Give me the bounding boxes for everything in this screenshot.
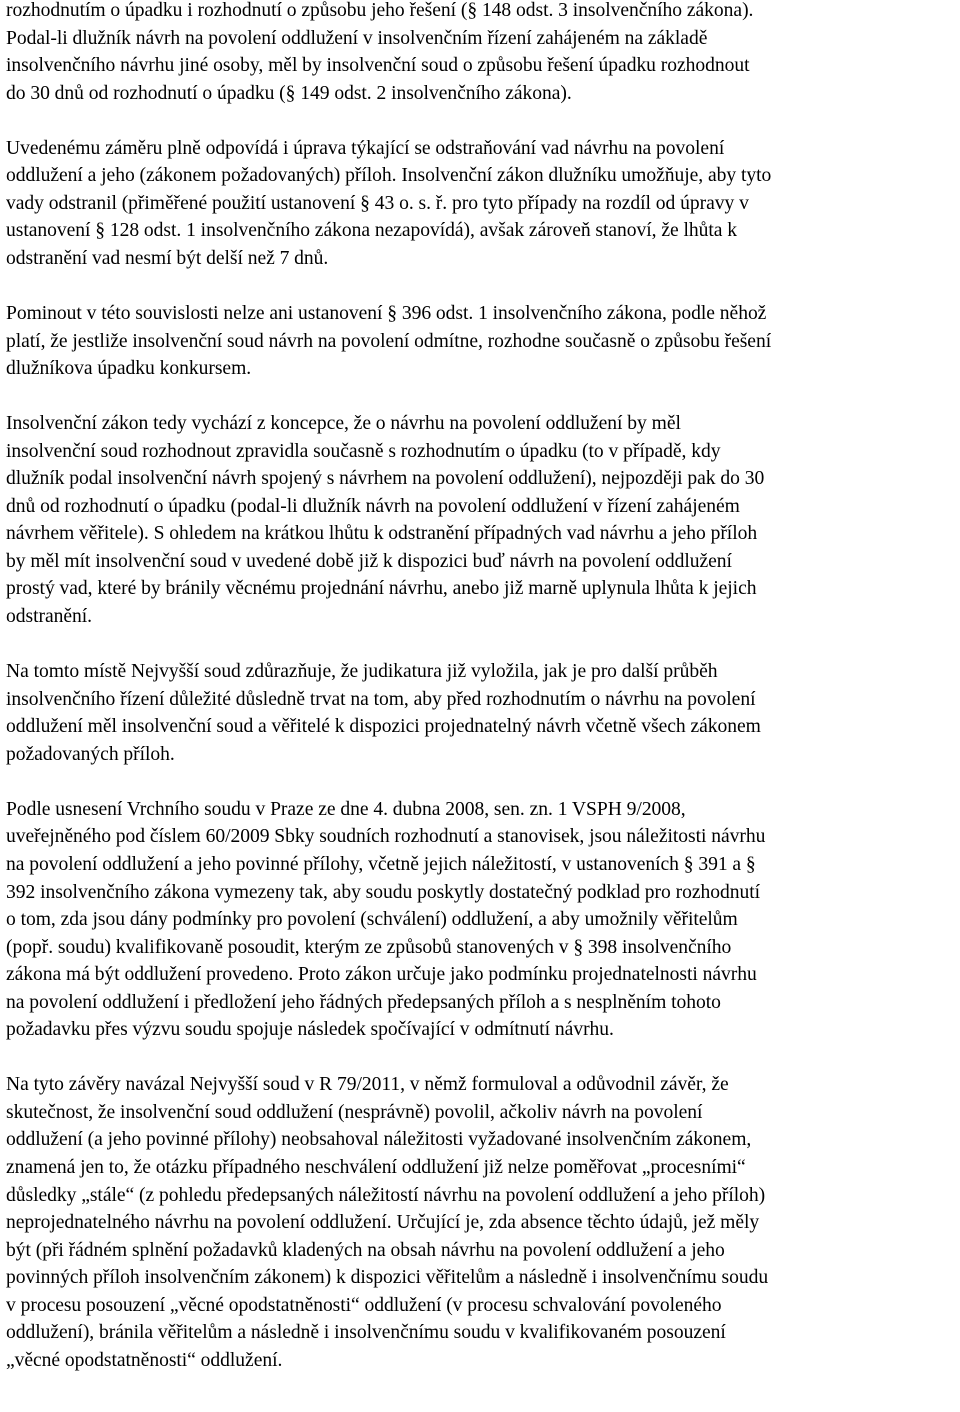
text-line: požadavku přes výzvu soudu spojuje následek spočívající v odmítnutí návrhu. (6, 1019, 614, 1041)
text-line: neprojednatelného návrhu na povolení oddlužení. Určující je, zda absence těchto údajů, jež měly (6, 1212, 760, 1234)
text-line: uveřejněného pod číslem 60/2009 Sbky soudních rozhodnutí a stanovisek, jsou náležitosti návrhu (6, 826, 766, 848)
text-line: skutečnost, že insolvenční soud oddlužení (nesprávně) povolil, ačkoliv návrh na povolení (6, 1101, 703, 1123)
text-line: Uvedenému záměru plně odpovídá i úprava týkající se odstraňování vad návrhu na povolení (6, 137, 725, 159)
paragraph-supreme-court-emphasis (6, 658, 958, 768)
text-line: Podal-li dlužník návrh na povolení oddlužení v insolvenčním řízení zahájeném na základě (6, 27, 708, 49)
text-line: (popř. soudu) kvalifikovaně posoudit, kterým ze způsobů stanovených v § 398 insolvenčního (6, 936, 732, 958)
text-line: Na tyto závěry navázal Nejvyšší soud v R 79/2011, v němž formuloval a odůvodnil závěr, že (6, 1074, 729, 1096)
text-line: oddlužení měl insolvenční soud a věřitelé k dispozici projednatelný návrh včetně všech zákonem (6, 716, 761, 738)
text-line: Podle usnesení Vrchního soudu v Praze ze dne 4. dubna 2008, sen. zn. 1 VSPH 9/2008, (6, 798, 686, 820)
paragraph-defect-removal (6, 135, 958, 273)
text-line: znamená jen to, že otázku případného neschválení oddlužení již nelze poměřovat „procesními“ (6, 1156, 746, 1178)
text-line: do 30 dnů od rozhodnutí o úpadku (§ 149 odst. 2 insolvenčního zákona). (6, 82, 572, 104)
text-line: odstranění vad nesmí být delší než 7 dnů. (6, 247, 329, 269)
text-line: dlužníkova úpadku konkursem. (6, 358, 252, 380)
text-line: návrhem věřitele). S ohledem na krátkou lhůtu k odstranění případných vad návrhu a jeho příloh (6, 523, 758, 545)
text-line: platí, že jestliže insolvenční soud návrh na povolení odmítne, rozhodne současně o způsobu řešení (6, 330, 772, 352)
document-page (6, 0, 958, 1402)
text-line: Insolvenční zákon tedy vychází z koncepce, že o návrhu na povolení oddlužení by měl (6, 413, 681, 435)
text-line: „věcné opodstatněnosti“ oddlužení. (6, 1349, 283, 1371)
paragraph-decision-timing (6, 0, 958, 107)
text-line: insolvenční soud rozhodnout zpravidla současně s rozhodnutím o úpadku (to v případě, kdy (6, 440, 721, 462)
text-line: na povolení oddlužení i předložení jeho řádných předepsaných příloh a s nesplněním tohoto (6, 991, 721, 1013)
text-line: ustanovení § 128 odst. 1 insolvenčního zákona nezapovídá), avšak zároveň stanoví, že lhůta k (6, 220, 738, 242)
text-line: dlužník podal insolvenční návrh spojený s návrhem na povolení oddlužení), nejpozději pak do 30 (6, 468, 765, 490)
text-line: důsledky „stále“ (z pohledu předepsaných náležitostí návrhu na povolení oddlužení a jeho příloh) (6, 1184, 766, 1206)
text-line: být (při řádném splnění požadavků kladených na obsah návrhu na povolení oddlužení a jeho (6, 1239, 725, 1261)
paragraph-concept (6, 410, 958, 630)
text-line: Pominout v této souvislosti nelze ani ustanovení § 396 odst. 1 insolvenčního zákona, podle něhož (6, 303, 767, 325)
text-line: na povolení oddlužení a jeho povinné přílohy, včetně jejich náležitostí, v ustanoveních § 391 a § (6, 853, 756, 875)
text-line: by měl mít insolvenční soud v uvedené době již k dispozici buď návrh na povolení oddlužení (6, 550, 732, 572)
paragraph-section-396 (6, 300, 958, 383)
text-line: prostý vad, které by bránily věcnému projednání návrhu, anebo již marně uplynula lhůta k jejich (6, 578, 757, 600)
text-line: odstranění. (6, 606, 92, 628)
paragraph-r-79-2011 (6, 1071, 958, 1374)
text-line: insolvenčního návrhu jiné osoby, měl by insolvenční soud o způsobu řešení úpadku rozhodnout (6, 55, 750, 77)
text-line: povinných příloh insolvenčním zákonem) k dispozici věřitelům a následně i insolvenčnímu soudu (6, 1267, 769, 1289)
text-line: oddlužení (a jeho povinné přílohy) neobsahoval náležitosti vyžadované insolvenčním zákonem, (6, 1129, 752, 1151)
text-line: rozhodnutím o úpadku i rozhodnutí o způsobu jeho řešení (§ 148 odst. 3 insolvenčního zákona). (6, 0, 754, 21)
text-line: Na tomto místě Nejvyšší soud zdůrazňuje, že judikatura již vyložila, jak je pro další průběh (6, 661, 718, 683)
text-line: požadovaných příloh. (6, 743, 175, 765)
text-line: v procesu posouzení „věcné opodstatněnosti“ oddlužení (v procesu schvalování povoleného (6, 1294, 722, 1316)
text-line: dnů od rozhodnutí o úpadku (podal-li dlužník návrh na povolení oddlužení v řízení zahájeném (6, 495, 740, 517)
text-line: insolvenčního řízení důležité důsledně trvat na tom, aby před rozhodnutím o návrhu na povolení (6, 688, 756, 710)
text-line: o tom, zda jsou dány podmínky pro povolení (schválení) oddlužení, a aby umožnily věřitelům (6, 909, 738, 931)
text-line: oddlužení a jeho (zákonem požadovaných) příloh. Insolvenční zákon dlužníku umožňuje, aby tyto (6, 165, 772, 187)
text-line: oddlužení), bránila věřitelům a následně i insolvenčnímu soudu v kvalifikovaném posouzení (6, 1322, 726, 1344)
text-line: vady odstranil (přiměřené použití ustanovení § 43 o. s. ř. pro tyto případy na rozdíl od úpravy v (6, 192, 749, 214)
text-line: 392 insolvenčního zákona vymezeny tak, aby soudu poskytly dostatečný podklad pro rozhodnutí (6, 881, 761, 903)
text-line: zákona má být oddlužení provedeno. Proto zákon určuje jako podmínku projednatelnosti návrhu (6, 964, 757, 986)
paragraph-high-court-resolution (6, 796, 958, 1044)
